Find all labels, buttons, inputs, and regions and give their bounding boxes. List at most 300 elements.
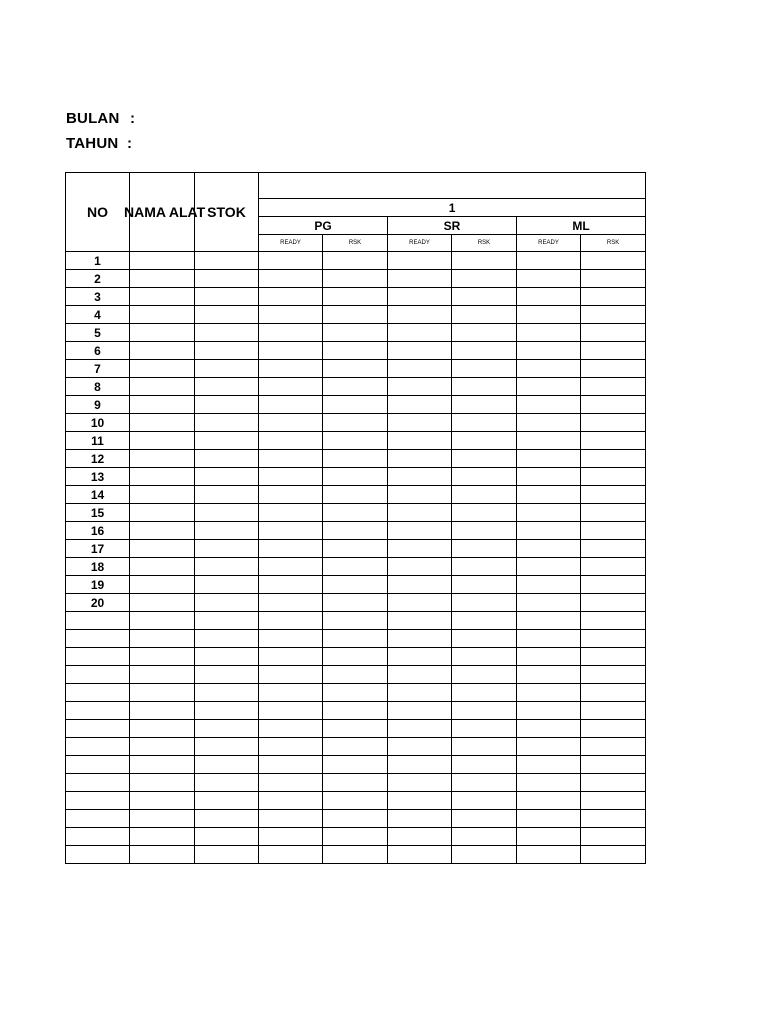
- row-number: [66, 648, 130, 666]
- table-cell[interactable]: [323, 414, 388, 432]
- table-cell[interactable]: [452, 720, 517, 738]
- table-cell[interactable]: [259, 774, 323, 792]
- table-cell[interactable]: [130, 252, 195, 270]
- table-cell[interactable]: [259, 468, 323, 486]
- table-cell[interactable]: [259, 810, 323, 828]
- table-cell[interactable]: [323, 720, 388, 738]
- table-cell[interactable]: [130, 630, 195, 648]
- table-cell[interactable]: [195, 792, 259, 810]
- table-cell[interactable]: [581, 540, 646, 558]
- table-cell[interactable]: [259, 756, 323, 774]
- table-cell[interactable]: [130, 756, 195, 774]
- table-cell[interactable]: [388, 756, 452, 774]
- table-cell[interactable]: [581, 846, 646, 864]
- table-cell[interactable]: [195, 846, 259, 864]
- table-cell[interactable]: [130, 504, 195, 522]
- table-cell[interactable]: [581, 396, 646, 414]
- table-cell[interactable]: [517, 378, 581, 396]
- table-cell[interactable]: [452, 594, 517, 612]
- table-cell[interactable]: [130, 288, 195, 306]
- table-cell[interactable]: [130, 414, 195, 432]
- table-cell[interactable]: [581, 828, 646, 846]
- table-cell[interactable]: [581, 342, 646, 360]
- header-blank: [259, 173, 646, 199]
- table-cell[interactable]: [581, 306, 646, 324]
- table-cell[interactable]: [323, 558, 388, 576]
- table-cell[interactable]: [581, 702, 646, 720]
- table-cell[interactable]: [323, 324, 388, 342]
- row-number: [66, 684, 130, 702]
- table-cell[interactable]: [388, 324, 452, 342]
- table-cell[interactable]: [130, 360, 195, 378]
- table-cell[interactable]: [452, 684, 517, 702]
- table-cell[interactable]: [388, 684, 452, 702]
- row-number: 16: [66, 522, 130, 540]
- table-cell[interactable]: [517, 558, 581, 576]
- header-nama-alat: NAMA ALAT: [130, 173, 195, 252]
- table-cell[interactable]: [130, 342, 195, 360]
- table-cell[interactable]: [195, 666, 259, 684]
- table-cell[interactable]: [130, 576, 195, 594]
- table-cell[interactable]: [130, 558, 195, 576]
- table-cell[interactable]: [388, 306, 452, 324]
- table-cell[interactable]: [517, 720, 581, 738]
- table-cell[interactable]: [259, 504, 323, 522]
- table-cell[interactable]: [388, 828, 452, 846]
- table-cell[interactable]: [452, 648, 517, 666]
- row-number: 9: [66, 396, 130, 414]
- table-cell[interactable]: [259, 594, 323, 612]
- table-cell[interactable]: [581, 522, 646, 540]
- table-cell[interactable]: [388, 504, 452, 522]
- table-cell[interactable]: [195, 720, 259, 738]
- table-cell[interactable]: [452, 540, 517, 558]
- table-cell[interactable]: [259, 540, 323, 558]
- table-cell[interactable]: [195, 360, 259, 378]
- table-cell[interactable]: [452, 504, 517, 522]
- table-cell[interactable]: [195, 342, 259, 360]
- table-cell[interactable]: [259, 648, 323, 666]
- table-cell[interactable]: [195, 828, 259, 846]
- table-cell[interactable]: [581, 684, 646, 702]
- table-cell[interactable]: [388, 594, 452, 612]
- table-cell[interactable]: [517, 450, 581, 468]
- table-cell[interactable]: [323, 702, 388, 720]
- table-cell[interactable]: [323, 846, 388, 864]
- table-cell[interactable]: [452, 702, 517, 720]
- table-cell[interactable]: [195, 486, 259, 504]
- table-cell[interactable]: [517, 648, 581, 666]
- table-cell[interactable]: [581, 486, 646, 504]
- row-number: 14: [66, 486, 130, 504]
- table-cell[interactable]: [323, 450, 388, 468]
- table-cell[interactable]: [323, 684, 388, 702]
- table-cell[interactable]: [388, 540, 452, 558]
- table-cell[interactable]: [130, 846, 195, 864]
- table-cell[interactable]: [195, 630, 259, 648]
- table-cell[interactable]: [259, 738, 323, 756]
- table-cell[interactable]: [388, 360, 452, 378]
- table-cell[interactable]: [323, 306, 388, 324]
- table-cell[interactable]: [259, 414, 323, 432]
- table-cell[interactable]: [195, 540, 259, 558]
- table-cell[interactable]: [388, 666, 452, 684]
- table-cell[interactable]: [517, 540, 581, 558]
- table-cell[interactable]: [323, 396, 388, 414]
- table-cell[interactable]: [323, 810, 388, 828]
- table-cell[interactable]: [323, 792, 388, 810]
- table-cell[interactable]: [195, 576, 259, 594]
- subheader-pg-ready: READY: [259, 235, 323, 252]
- table-cell[interactable]: [323, 342, 388, 360]
- table-cell[interactable]: [323, 648, 388, 666]
- table-cell[interactable]: [517, 702, 581, 720]
- table-cell[interactable]: [452, 396, 517, 414]
- table-cell[interactable]: [195, 396, 259, 414]
- table-cell[interactable]: [581, 594, 646, 612]
- table-cell[interactable]: [195, 468, 259, 486]
- table-cell[interactable]: [130, 540, 195, 558]
- table-cell[interactable]: [259, 720, 323, 738]
- table-cell[interactable]: [130, 612, 195, 630]
- table-cell[interactable]: [259, 576, 323, 594]
- table-cell[interactable]: [388, 846, 452, 864]
- table-cell[interactable]: [323, 288, 388, 306]
- table-cell[interactable]: [388, 720, 452, 738]
- table-cell[interactable]: [130, 648, 195, 666]
- table-row: [66, 666, 646, 684]
- table-cell[interactable]: [323, 738, 388, 756]
- table-cell[interactable]: [517, 360, 581, 378]
- table-cell[interactable]: [388, 288, 452, 306]
- table-cell[interactable]: [259, 630, 323, 648]
- row-number: [66, 738, 130, 756]
- table-cell[interactable]: [581, 468, 646, 486]
- table-cell[interactable]: [130, 774, 195, 792]
- table-cell[interactable]: [130, 738, 195, 756]
- table-cell[interactable]: [323, 666, 388, 684]
- table-cell[interactable]: [388, 792, 452, 810]
- table-cell[interactable]: [195, 612, 259, 630]
- table-cell[interactable]: [581, 450, 646, 468]
- table-cell[interactable]: [259, 558, 323, 576]
- table-cell[interactable]: [452, 630, 517, 648]
- table-cell[interactable]: [323, 468, 388, 486]
- table-cell[interactable]: [130, 450, 195, 468]
- table-cell[interactable]: [130, 522, 195, 540]
- row-number: 8: [66, 378, 130, 396]
- table-cell[interactable]: [581, 252, 646, 270]
- row-number: 13: [66, 468, 130, 486]
- table-cell[interactable]: [517, 504, 581, 522]
- table-cell[interactable]: [259, 702, 323, 720]
- table-cell[interactable]: [517, 684, 581, 702]
- table-cell[interactable]: [452, 324, 517, 342]
- table-cell[interactable]: [323, 576, 388, 594]
- table-cell[interactable]: [195, 414, 259, 432]
- table-cell[interactable]: [259, 666, 323, 684]
- table-cell[interactable]: [581, 378, 646, 396]
- table-cell[interactable]: [517, 522, 581, 540]
- table-cell[interactable]: [517, 306, 581, 324]
- table-cell[interactable]: [452, 576, 517, 594]
- table-cell[interactable]: [581, 504, 646, 522]
- table-cell[interactable]: [195, 702, 259, 720]
- table-cell[interactable]: [130, 270, 195, 288]
- table-cell[interactable]: [323, 540, 388, 558]
- table-cell[interactable]: [388, 558, 452, 576]
- table-cell[interactable]: [517, 792, 581, 810]
- table-cell[interactable]: [130, 684, 195, 702]
- header-day: 1: [259, 199, 646, 217]
- table-cell[interactable]: [452, 288, 517, 306]
- table-cell[interactable]: [452, 612, 517, 630]
- table-cell[interactable]: [195, 378, 259, 396]
- table-cell[interactable]: [517, 324, 581, 342]
- table-cell[interactable]: [517, 576, 581, 594]
- table-cell[interactable]: [581, 558, 646, 576]
- table-cell[interactable]: [581, 774, 646, 792]
- table-cell[interactable]: [388, 648, 452, 666]
- table-cell[interactable]: [195, 756, 259, 774]
- table-cell[interactable]: [581, 792, 646, 810]
- table-cell[interactable]: [452, 252, 517, 270]
- table-cell[interactable]: [388, 432, 452, 450]
- table-cell[interactable]: [452, 360, 517, 378]
- table-cell[interactable]: [581, 576, 646, 594]
- table-cell[interactable]: [581, 432, 646, 450]
- table-cell[interactable]: [195, 558, 259, 576]
- table-cell[interactable]: [195, 450, 259, 468]
- table-cell[interactable]: [130, 306, 195, 324]
- table-cell[interactable]: [388, 810, 452, 828]
- table-cell[interactable]: [323, 522, 388, 540]
- table-cell[interactable]: [195, 810, 259, 828]
- table-cell[interactable]: [323, 270, 388, 288]
- table-cell[interactable]: [323, 828, 388, 846]
- header-group-pg: PG: [259, 217, 388, 235]
- table-cell[interactable]: [581, 360, 646, 378]
- table-cell[interactable]: [259, 342, 323, 360]
- table-cell[interactable]: [452, 792, 517, 810]
- table-cell[interactable]: [517, 846, 581, 864]
- table-cell[interactable]: [452, 756, 517, 774]
- table-cell[interactable]: [323, 774, 388, 792]
- table-cell[interactable]: [195, 306, 259, 324]
- table-cell[interactable]: [195, 522, 259, 540]
- row-number: 4: [66, 306, 130, 324]
- table-cell[interactable]: [452, 432, 517, 450]
- table-cell[interactable]: [581, 612, 646, 630]
- table-cell[interactable]: [581, 720, 646, 738]
- table-cell[interactable]: [323, 360, 388, 378]
- row-number: 18: [66, 558, 130, 576]
- table-cell[interactable]: [259, 306, 323, 324]
- table-cell[interactable]: [452, 414, 517, 432]
- subheader-sr-ready: READY: [388, 235, 452, 252]
- table-cell[interactable]: [517, 756, 581, 774]
- table-cell[interactable]: [581, 414, 646, 432]
- table-cell[interactable]: [388, 378, 452, 396]
- table-cell[interactable]: [517, 342, 581, 360]
- table-cell[interactable]: [323, 594, 388, 612]
- table-cell[interactable]: [388, 450, 452, 468]
- table-row: [66, 684, 646, 702]
- table-cell[interactable]: [452, 666, 517, 684]
- table-cell[interactable]: [195, 594, 259, 612]
- table-cell[interactable]: [259, 450, 323, 468]
- table-cell[interactable]: [259, 288, 323, 306]
- table-cell[interactable]: [581, 756, 646, 774]
- table-cell[interactable]: [195, 648, 259, 666]
- table-cell[interactable]: [323, 756, 388, 774]
- table-cell[interactable]: [259, 378, 323, 396]
- table-cell[interactable]: [388, 630, 452, 648]
- table-cell[interactable]: [581, 648, 646, 666]
- table-cell[interactable]: [388, 414, 452, 432]
- table-cell[interactable]: [323, 612, 388, 630]
- table-cell[interactable]: [130, 720, 195, 738]
- table-cell[interactable]: [517, 414, 581, 432]
- table-cell[interactable]: [195, 684, 259, 702]
- table-cell[interactable]: [452, 558, 517, 576]
- table-cell[interactable]: [323, 504, 388, 522]
- table-cell[interactable]: [323, 630, 388, 648]
- table-cell[interactable]: [517, 666, 581, 684]
- table-cell[interactable]: [130, 810, 195, 828]
- table-cell[interactable]: [517, 828, 581, 846]
- table-cell[interactable]: [452, 810, 517, 828]
- table-cell[interactable]: [130, 594, 195, 612]
- table-cell[interactable]: [517, 432, 581, 450]
- table-cell[interactable]: [517, 252, 581, 270]
- table-cell[interactable]: [259, 486, 323, 504]
- table-cell[interactable]: [130, 702, 195, 720]
- table-cell[interactable]: [259, 522, 323, 540]
- table-cell[interactable]: [323, 378, 388, 396]
- table-cell[interactable]: [130, 828, 195, 846]
- table-cell[interactable]: [452, 846, 517, 864]
- table-cell[interactable]: [517, 594, 581, 612]
- table-cell[interactable]: [581, 324, 646, 342]
- table-cell[interactable]: [517, 468, 581, 486]
- table-cell[interactable]: [259, 324, 323, 342]
- table-cell[interactable]: [388, 612, 452, 630]
- table-cell[interactable]: [452, 450, 517, 468]
- table-cell[interactable]: [130, 396, 195, 414]
- table-cell[interactable]: [195, 324, 259, 342]
- table-cell[interactable]: [195, 270, 259, 288]
- table-row: [66, 486, 646, 504]
- table-cell[interactable]: [581, 288, 646, 306]
- table-cell[interactable]: [259, 432, 323, 450]
- table-cell[interactable]: [130, 666, 195, 684]
- table-cell[interactable]: [259, 846, 323, 864]
- table-cell[interactable]: [388, 252, 452, 270]
- table-row: [66, 630, 646, 648]
- table-cell[interactable]: [195, 738, 259, 756]
- table-cell[interactable]: [195, 432, 259, 450]
- row-number: [66, 666, 130, 684]
- table-cell[interactable]: [388, 468, 452, 486]
- table-cell[interactable]: [259, 612, 323, 630]
- table-cell[interactable]: [517, 738, 581, 756]
- table-cell[interactable]: [517, 630, 581, 648]
- inventory-table: [65, 172, 646, 864]
- table-cell[interactable]: [452, 738, 517, 756]
- table-cell[interactable]: [517, 288, 581, 306]
- table-cell[interactable]: [388, 486, 452, 504]
- table-cell[interactable]: [517, 810, 581, 828]
- table-cell[interactable]: [452, 522, 517, 540]
- table-cell[interactable]: [259, 396, 323, 414]
- table-cell[interactable]: [195, 774, 259, 792]
- table-cell[interactable]: [452, 378, 517, 396]
- table-cell[interactable]: [581, 738, 646, 756]
- table-cell[interactable]: [323, 432, 388, 450]
- table-cell[interactable]: [452, 468, 517, 486]
- table-cell[interactable]: [581, 666, 646, 684]
- table-cell[interactable]: [388, 738, 452, 756]
- table-cell[interactable]: [323, 252, 388, 270]
- table-cell[interactable]: [452, 486, 517, 504]
- table-cell[interactable]: [259, 684, 323, 702]
- table-cell[interactable]: [517, 612, 581, 630]
- table-cell[interactable]: [581, 630, 646, 648]
- table-cell[interactable]: [517, 396, 581, 414]
- table-cell[interactable]: [388, 342, 452, 360]
- table-cell[interactable]: [452, 828, 517, 846]
- table-row: [66, 540, 646, 558]
- table-cell[interactable]: [452, 774, 517, 792]
- table-cell[interactable]: [452, 306, 517, 324]
- table-cell[interactable]: [195, 288, 259, 306]
- table-cell[interactable]: [388, 774, 452, 792]
- table-cell[interactable]: [581, 270, 646, 288]
- table-cell[interactable]: [517, 774, 581, 792]
- table-cell[interactable]: [388, 702, 452, 720]
- row-number: [66, 630, 130, 648]
- row-number: [66, 792, 130, 810]
- table-cell[interactable]: [581, 810, 646, 828]
- table-cell[interactable]: [130, 486, 195, 504]
- table-cell[interactable]: [259, 270, 323, 288]
- table-cell[interactable]: [130, 468, 195, 486]
- table-cell[interactable]: [388, 576, 452, 594]
- table-cell[interactable]: [130, 792, 195, 810]
- table-cell[interactable]: [259, 252, 323, 270]
- tahun-label: TAHUN: [66, 135, 119, 152]
- table-cell[interactable]: [259, 360, 323, 378]
- table-cell[interactable]: [517, 486, 581, 504]
- tahun-label-line: [66, 135, 133, 152]
- table-cell[interactable]: [195, 504, 259, 522]
- table-cell[interactable]: [452, 342, 517, 360]
- table-cell[interactable]: [517, 270, 581, 288]
- table-cell[interactable]: [130, 378, 195, 396]
- table-cell[interactable]: [130, 432, 195, 450]
- table-cell[interactable]: [259, 792, 323, 810]
- table-cell[interactable]: [323, 486, 388, 504]
- table-cell[interactable]: [388, 270, 452, 288]
- table-cell[interactable]: [195, 252, 259, 270]
- table-cell[interactable]: [130, 324, 195, 342]
- table-cell[interactable]: [388, 522, 452, 540]
- table-cell[interactable]: [452, 270, 517, 288]
- table-row: [66, 558, 646, 576]
- table-cell[interactable]: [259, 828, 323, 846]
- table-cell[interactable]: [388, 396, 452, 414]
